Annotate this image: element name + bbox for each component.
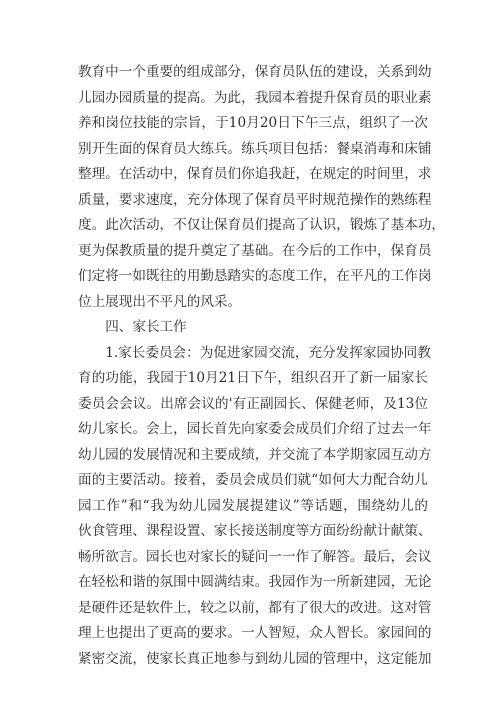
- body-text: [78, 60, 446, 672]
- text-line: 是硬件还是软件上，较之以前，都有了很大的改进。这对管: [78, 599, 432, 616]
- text-line: 四、家长工作: [105, 319, 187, 335]
- text-line: 质量，要求速度，充分体现了保育员平时规范操作的熟练程: [78, 191, 432, 208]
- text-line: 面的主要活动。接着，委员会成员们就“如何大力配合幼儿: [78, 472, 428, 488]
- text-line: 1.家长委员会：为促进家园交流，充分发挥家园协同教: [105, 344, 431, 361]
- text-line: 在轻松和谐的氛围中圆满结束。我园作为一所新建园，无论: [78, 574, 432, 590]
- text-line: 们定将一如既往的用勤恳踏实的态度工作，在平凡的工作岗: [78, 268, 432, 284]
- text-line: 紧密交流，使家长真正地参与到幼儿园的管理中，这定能加: [78, 650, 432, 667]
- text-line: 别开生面的保育员大练兵。练兵项目包括：餐桌消毒和床铺: [78, 140, 432, 157]
- text-line: 理上也提出了更高的要求。一人智短，众人智长。家园间的: [78, 625, 432, 641]
- text-line: 幼儿家长。会上，园长首先向家委会成员们介绍了过去一年: [78, 421, 432, 437]
- text-line: 幼儿园的发展情况和主要成绩，并交流了本学期家园互动方: [78, 446, 432, 463]
- text-line: 更为保教质量的提升奠定了基础。在今后的工作中，保育员: [78, 242, 432, 259]
- text-line: 委员会会议。出席会议的'有正副园长、保健老师，及13位: [78, 395, 428, 412]
- text-line: 伙食管理、课程设置、家长接送制度等方面纷纷献计献策、: [78, 523, 432, 539]
- text-line: 位上展现出不平凡的风采。: [78, 293, 242, 310]
- text-line: 园工作”和“我为幼儿园发展提建议”等话题，围绕幼儿的: [78, 497, 428, 514]
- text-line: 教育中一个重要的组成部分，保育员队伍的建设，关系到幼: [78, 64, 432, 80]
- text-line: 畅所欲言。园长也对家长的疑问一一作了解答。最后，会议: [78, 548, 432, 565]
- text-line: 养和岗位技能的宗旨，于10月20日下午三点，组织了一次: [78, 115, 428, 131]
- text-line: 度。此次活动，不仅让保育员们提高了认识，锻炼了基本功，: [78, 217, 446, 233]
- text-line: 儿园办园质量的提高。为此，我园本着提升保育员的职业素: [78, 89, 432, 106]
- text-line: 育的功能，我园于10月21日下午，组织召开了新一届家长: [78, 370, 428, 386]
- text-line: 整理。在活动中，保育员们你追我赶，在规定的时间里，求: [78, 166, 432, 182]
